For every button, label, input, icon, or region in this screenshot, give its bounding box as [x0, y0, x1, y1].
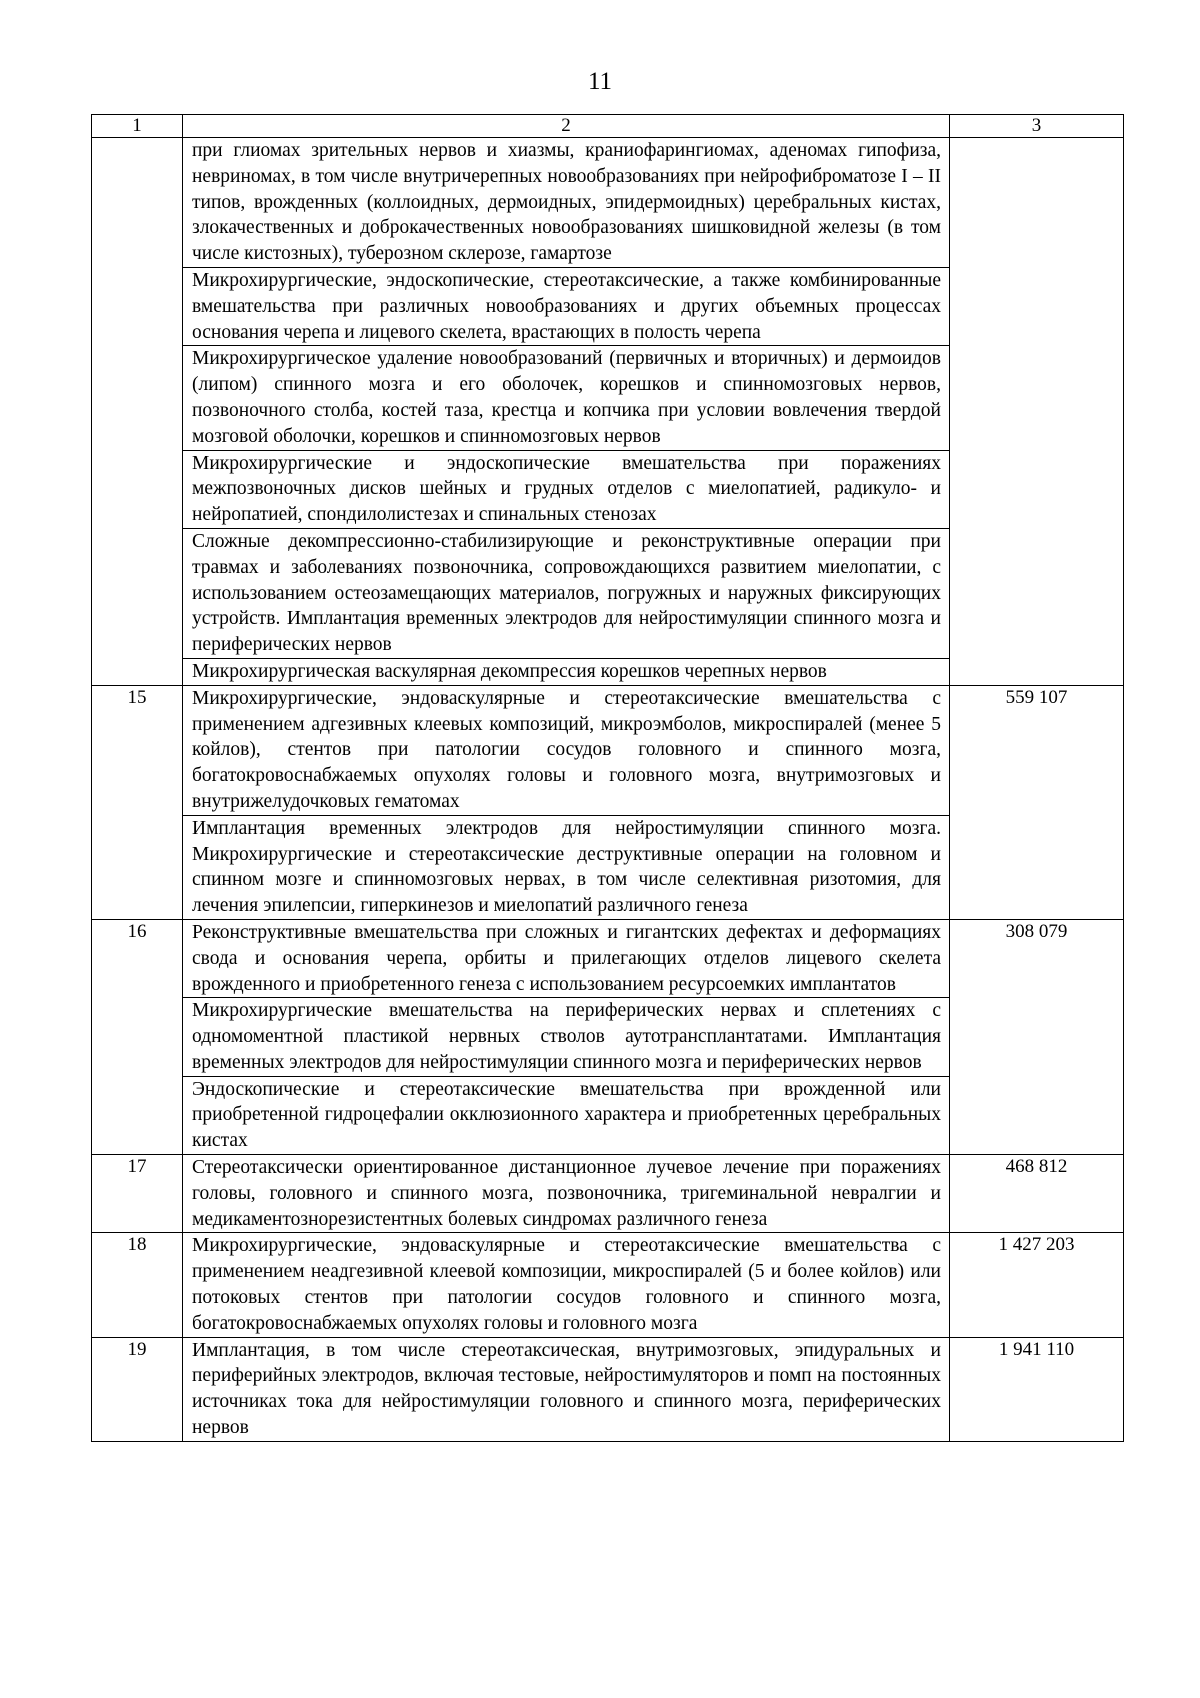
table-row: [92, 1337, 1124, 1441]
row-price: 1 941 110: [950, 1337, 1124, 1441]
description-entry: Микрохирургические и эндоскопические вмешательства при поражениях межпозвоночных дисков шейных и грудных отделов с миелопатией, радикуло- и нейропатией, спондилолистезах и спинальных стенозах: [183, 450, 949, 528]
description-entry: Имплантация, в том числе стереотаксическая, внутримозговых, эпидуральных и периферийных электродов, включая тестовые, нейростимуляторов и помп на постоянных источниках тока для нейростимуляции головного и спинного мозга, периферических нервов: [192, 1339, 941, 1439]
row-price: 468 812: [950, 1155, 1124, 1233]
row-description-cell: [183, 1337, 950, 1441]
row-description-cell: [183, 685, 950, 919]
row-number: 16: [92, 919, 183, 1154]
row-description-cell: [183, 1233, 950, 1337]
row-description-cell: [183, 1155, 950, 1233]
row-price: [950, 138, 1124, 686]
row-price: 559 107: [950, 685, 1124, 919]
description-entry: Микрохирургические, эндоваскулярные и стереотаксические вмешательства с применением неадгезивной клеевой композиции, микроспиралей (5 и более койлов) или потоковых стентов при патологии сосудов головного и спинного мозга, богатокровоснабжаемых опухолях головы и головного мозга: [192, 1235, 941, 1334]
table-header-row: [92, 115, 1124, 138]
row-description-cell: [183, 919, 950, 1154]
table-row: [92, 919, 1124, 1154]
description-entry: Имплантация временных электродов для нейростимуляции спинного мозга. Микрохирургические и стереотаксические деструктивные операции на головном и спинном мозге и спинномозговых нервах, в том числе селективная ризотомия, для лечения эпилепсии, гиперкинезов и миелопатий различного генеза: [183, 815, 949, 919]
description-entry: Стереотаксически ориентированное дистанционное лучевое лечение при поражениях головы, головного и спинного мозга, позвоночника, тригеминальной невралгии и медикаментознорезистентных болевых синдромах различного генеза: [192, 1157, 941, 1230]
column-header-2: 2: [183, 115, 950, 138]
column-header-1: 1: [92, 115, 183, 138]
description-entry: Эндоскопические и стереотаксические вмешательства при врожденной или приобретенной гидроцефалии окклюзионного характера и приобретенных церебральных кистах: [183, 1076, 949, 1154]
description-entry: при глиомах зрительных нервов и хиазмы, краниофарингиомах, аденомах гипофиза, невриномах, в том числе внутричерепных новообразованиях при нейрофиброматозе I – II типов, врожденных (коллоидных, дермоидных, эпидермоидных) церебральных кистах, злокачественных и доброкачественных новообразованиях шишковидной железы (в том числе кистозных), туберозном склерозе, гамартозе: [192, 140, 941, 265]
row-number: [92, 138, 183, 686]
table-row: [92, 1155, 1124, 1233]
column-header-3: 3: [950, 115, 1124, 138]
row-number: 18: [92, 1233, 183, 1337]
row-number: 19: [92, 1337, 183, 1441]
row-price: 308 079: [950, 919, 1124, 1154]
table-row: [92, 1233, 1124, 1337]
row-number: 15: [92, 685, 183, 919]
description-entry: Микрохирургические, эндоваскулярные и стереотаксические вмешательства с применением адгезивных клеевых композиций, микроэмболов, микроспиралей (менее 5 койлов), стентов при патологии сосудов головного и спинного мозга, богатокровоснабжаемых опухолях головы и головного мозга, внутримозговых и внутрижелудочковых гематомах: [192, 687, 941, 812]
services-table: [91, 114, 1124, 1442]
description-entry: Микрохирургические вмешательства на периферических нервах и сплетениях с одномоментной пластикой нервных стволов аутотрансплантатами. Имплантация временных электродов для нейростимуляции спинного мозга и периферических нервов: [183, 997, 949, 1075]
description-entry: Микрохирургическое удаление новообразований (первичных и вторичных) и дермоидов (липом) спинного мозга и его оболочек, корешков и спинномозговых нервов, позвоночного столба, костей таза, крестца и копчика при условии вовлечения твердой мозговой оболочки, корешков и спинномозговых нервов: [183, 345, 949, 449]
description-entry: Микрохирургические, эндоскопические, стереотаксические, а также комбинированные вмешательства при различных новообразованиях и других объемных процессах основания черепа и лицевого скелета, врастающих в полость черепа: [183, 267, 949, 345]
description-entry: Микрохирургическая васкулярная декомпрессия корешков черепных нервов: [183, 658, 949, 685]
row-number: 17: [92, 1155, 183, 1233]
description-entry: Реконструктивные вмешательства при сложных и гигантских дефектах и деформациях свода и основания черепа, орбиты и прилегающих отделов лицевого скелета врожденного и приобретенного генеза с использованием ресурсоемких имплантатов: [192, 921, 941, 995]
row-price: 1 427 203: [950, 1233, 1124, 1337]
page-number: 11: [587, 68, 613, 95]
table-row: [92, 138, 1124, 686]
table-row: [92, 685, 1124, 919]
row-description-cell: [183, 138, 950, 686]
description-entry: Сложные декомпрессионно-стабилизирующие и реконструктивные операции при травмах и заболеваниях позвоночника, сопровождающихся развитием миелопатии, с использованием остеозамещающих материалов, погружных и наружных фиксирующих устройств. Имплантация временных электродов для нейростимуляции спинного мозга и периферических нервов: [183, 528, 949, 658]
